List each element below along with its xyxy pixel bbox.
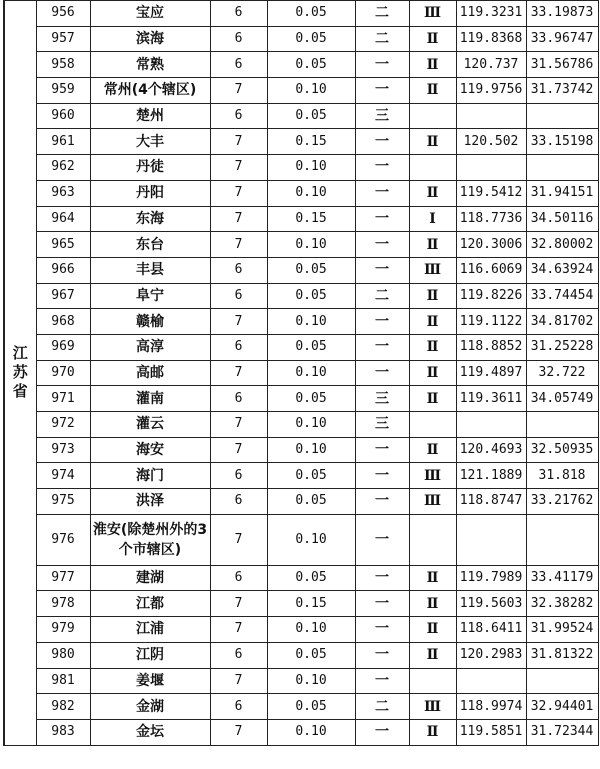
acceleration-cell: 0.10 [267, 78, 355, 104]
row-number-cell: 962 [36, 155, 90, 181]
design-group-cell: 二 [355, 283, 409, 309]
intensity-cell: 6 [210, 463, 267, 489]
design-group-cell: 一 [355, 257, 409, 283]
longitude-cell: 120.3006 [456, 232, 526, 258]
county-name-cell: 常州(4个辖区) [90, 78, 210, 104]
acceleration-cell: 0.15 [267, 206, 355, 232]
longitude-cell: 118.8852 [456, 334, 526, 360]
longitude-cell: 116.6069 [456, 257, 526, 283]
acceleration-cell: 0.10 [267, 668, 355, 694]
design-group-cell: 一 [355, 155, 409, 181]
county-name-cell: 江都 [90, 591, 210, 617]
latitude-cell: 31.72344 [526, 719, 598, 745]
design-group-cell: 二 [355, 26, 409, 52]
table-row [4, 257, 598, 283]
latitude-cell: 31.25228 [526, 334, 598, 360]
table-row [4, 283, 598, 309]
acceleration-cell: 0.10 [267, 719, 355, 745]
county-name-cell: 金坛 [90, 719, 210, 745]
row-number-cell: 976 [36, 514, 90, 565]
table-row [4, 694, 598, 720]
design-group-cell: 一 [355, 232, 409, 258]
latitude-cell [526, 412, 598, 438]
acceleration-cell: 0.05 [267, 26, 355, 52]
county-name-cell: 东台 [90, 232, 210, 258]
acceleration-cell: 0.05 [267, 334, 355, 360]
longitude-cell: 120.737 [456, 52, 526, 78]
design-group-cell: 一 [355, 565, 409, 591]
design-group-cell: 一 [355, 206, 409, 232]
latitude-cell: 33.74454 [526, 283, 598, 309]
longitude-cell [456, 412, 526, 438]
acceleration-cell: 0.10 [267, 180, 355, 206]
site-class-cell [409, 412, 456, 438]
site-class-cell: Ⅱ [409, 26, 456, 52]
longitude-cell: 119.1122 [456, 309, 526, 335]
acceleration-cell: 0.05 [267, 565, 355, 591]
county-name-cell: 滨海 [90, 26, 210, 52]
latitude-cell: 34.50116 [526, 206, 598, 232]
longitude-cell: 119.5412 [456, 180, 526, 206]
site-class-cell: Ⅱ [409, 52, 456, 78]
table-row [4, 642, 598, 668]
county-name-cell: 高淳 [90, 334, 210, 360]
design-group-cell: 一 [355, 719, 409, 745]
site-class-cell: Ⅱ [409, 78, 456, 104]
county-name-cell: 金湖 [90, 694, 210, 720]
acceleration-cell: 0.10 [267, 309, 355, 335]
intensity-cell: 7 [210, 155, 267, 181]
county-name-cell: 常熟 [90, 52, 210, 78]
document-page [3, 0, 597, 769]
county-name-cell: 海门 [90, 463, 210, 489]
longitude-cell: 120.502 [456, 129, 526, 155]
design-group-cell: 二 [355, 694, 409, 720]
site-class-cell: Ⅱ [409, 617, 456, 643]
intensity-cell: 7 [210, 617, 267, 643]
longitude-cell: 119.5603 [456, 591, 526, 617]
county-name-cell: 丰县 [90, 257, 210, 283]
table-row [4, 180, 598, 206]
county-name-cell: 丹徒 [90, 155, 210, 181]
latitude-cell [526, 155, 598, 181]
latitude-cell [526, 103, 598, 129]
table-row [4, 617, 598, 643]
table-row [4, 360, 598, 386]
latitude-cell: 31.81322 [526, 642, 598, 668]
county-name-cell: 江浦 [90, 617, 210, 643]
longitude-cell: 121.1889 [456, 463, 526, 489]
row-number-cell: 980 [36, 642, 90, 668]
design-group-cell: 一 [355, 180, 409, 206]
latitude-cell: 33.41179 [526, 565, 598, 591]
site-class-cell: Ⅲ [409, 463, 456, 489]
intensity-cell: 6 [210, 642, 267, 668]
table-body [4, 1, 598, 746]
acceleration-cell: 0.10 [267, 232, 355, 258]
row-number-cell: 959 [36, 78, 90, 104]
row-number-cell: 967 [36, 283, 90, 309]
county-name-cell: 丹阳 [90, 180, 210, 206]
longitude-cell: 118.9974 [456, 694, 526, 720]
latitude-cell: 31.73742 [526, 78, 598, 104]
row-number-cell: 958 [36, 52, 90, 78]
longitude-cell: 119.8368 [456, 26, 526, 52]
county-name-cell: 灌云 [90, 412, 210, 438]
site-class-cell: Ⅲ [409, 1, 456, 27]
design-group-cell: 一 [355, 514, 409, 565]
intensity-cell: 7 [210, 129, 267, 155]
longitude-cell: 119.9756 [456, 78, 526, 104]
acceleration-cell: 0.10 [267, 617, 355, 643]
table-row [4, 719, 598, 745]
county-name-cell: 灌南 [90, 386, 210, 412]
site-class-cell [409, 514, 456, 565]
longitude-cell: 119.8226 [456, 283, 526, 309]
design-group-cell: 一 [355, 463, 409, 489]
latitude-cell: 32.722 [526, 360, 598, 386]
table-row [4, 206, 598, 232]
intensity-cell: 6 [210, 489, 267, 515]
county-name-cell: 宝应 [90, 1, 210, 27]
site-class-cell [409, 155, 456, 181]
latitude-cell: 31.56786 [526, 52, 598, 78]
latitude-cell: 31.818 [526, 463, 598, 489]
site-class-cell: Ⅱ [409, 719, 456, 745]
longitude-cell: 118.7736 [456, 206, 526, 232]
intensity-cell: 6 [210, 386, 267, 412]
site-class-cell: Ⅱ [409, 591, 456, 617]
row-number-cell: 972 [36, 412, 90, 438]
table-row [4, 52, 598, 78]
latitude-cell: 31.94151 [526, 180, 598, 206]
design-group-cell: 二 [355, 1, 409, 27]
longitude-cell: 119.3231 [456, 1, 526, 27]
county-name-cell: 江阴 [90, 642, 210, 668]
row-number-cell: 973 [36, 437, 90, 463]
site-class-cell: Ⅱ [409, 129, 456, 155]
intensity-cell: 7 [210, 232, 267, 258]
intensity-cell: 7 [210, 591, 267, 617]
county-name-cell: 海安 [90, 437, 210, 463]
row-number-cell: 957 [36, 26, 90, 52]
latitude-cell: 32.80002 [526, 232, 598, 258]
longitude-cell: 119.4897 [456, 360, 526, 386]
row-number-cell: 971 [36, 386, 90, 412]
row-number-cell: 983 [36, 719, 90, 745]
site-class-cell: Ⅱ [409, 232, 456, 258]
table-row [4, 437, 598, 463]
site-class-cell: Ⅱ [409, 283, 456, 309]
design-group-cell: 一 [355, 591, 409, 617]
longitude-cell: 119.5851 [456, 719, 526, 745]
intensity-cell: 6 [210, 257, 267, 283]
table-row [4, 309, 598, 335]
table-row [4, 78, 598, 104]
site-class-cell [409, 668, 456, 694]
seismic-parameter-table [3, 0, 599, 746]
row-number-cell: 975 [36, 489, 90, 515]
county-name-cell: 姜堰 [90, 668, 210, 694]
site-class-cell: Ⅲ [409, 489, 456, 515]
site-class-cell: Ⅱ [409, 437, 456, 463]
intensity-cell: 7 [210, 206, 267, 232]
county-name-cell: 高邮 [90, 360, 210, 386]
longitude-cell: 118.6411 [456, 617, 526, 643]
longitude-cell: 119.7989 [456, 565, 526, 591]
latitude-cell: 34.05749 [526, 386, 598, 412]
site-class-cell: Ⅱ [409, 309, 456, 335]
design-group-cell: 一 [355, 617, 409, 643]
intensity-cell: 7 [210, 437, 267, 463]
table-row [4, 155, 598, 181]
county-name-cell: 洪泽 [90, 489, 210, 515]
intensity-cell: 7 [210, 514, 267, 565]
county-name-cell: 建湖 [90, 565, 210, 591]
county-name-cell: 东海 [90, 206, 210, 232]
design-group-cell: 一 [355, 668, 409, 694]
longitude-cell [456, 514, 526, 565]
intensity-cell: 7 [210, 412, 267, 438]
design-group-cell: 一 [355, 360, 409, 386]
design-group-cell: 一 [355, 437, 409, 463]
row-number-cell: 963 [36, 180, 90, 206]
row-number-cell: 960 [36, 103, 90, 129]
site-class-cell: Ⅱ [409, 360, 456, 386]
latitude-cell: 33.21762 [526, 489, 598, 515]
site-class-cell: Ⅰ [409, 206, 456, 232]
row-number-cell: 978 [36, 591, 90, 617]
design-group-cell: 一 [355, 489, 409, 515]
intensity-cell: 7 [210, 78, 267, 104]
acceleration-cell: 0.10 [267, 155, 355, 181]
row-number-cell: 961 [36, 129, 90, 155]
site-class-cell: Ⅲ [409, 694, 456, 720]
site-class-cell [409, 103, 456, 129]
design-group-cell: 一 [355, 309, 409, 335]
site-class-cell: Ⅱ [409, 180, 456, 206]
intensity-cell: 6 [210, 565, 267, 591]
latitude-cell: 32.38282 [526, 591, 598, 617]
design-group-cell: 一 [355, 129, 409, 155]
intensity-cell: 7 [210, 180, 267, 206]
county-name-cell: 阜宁 [90, 283, 210, 309]
table-row [4, 1, 598, 27]
acceleration-cell: 0.10 [267, 412, 355, 438]
table-row [4, 232, 598, 258]
intensity-cell: 6 [210, 26, 267, 52]
intensity-cell: 6 [210, 334, 267, 360]
intensity-cell: 6 [210, 52, 267, 78]
latitude-cell: 34.63924 [526, 257, 598, 283]
latitude-cell: 34.81702 [526, 309, 598, 335]
acceleration-cell: 0.05 [267, 283, 355, 309]
latitude-cell: 32.50935 [526, 437, 598, 463]
latitude-cell [526, 668, 598, 694]
acceleration-cell: 0.05 [267, 103, 355, 129]
county-name-cell: 赣榆 [90, 309, 210, 335]
county-name-cell: 楚州 [90, 103, 210, 129]
acceleration-cell: 0.05 [267, 1, 355, 27]
acceleration-cell: 0.10 [267, 360, 355, 386]
intensity-cell: 6 [210, 283, 267, 309]
latitude-cell: 33.19873 [526, 1, 598, 27]
site-class-cell: Ⅱ [409, 642, 456, 668]
province-label: 江苏省 [12, 344, 28, 401]
row-number-cell: 977 [36, 565, 90, 591]
province-cell [4, 1, 36, 746]
site-class-cell: Ⅲ [409, 257, 456, 283]
row-number-cell: 970 [36, 360, 90, 386]
latitude-cell: 33.15198 [526, 129, 598, 155]
row-number-cell: 964 [36, 206, 90, 232]
row-number-cell: 974 [36, 463, 90, 489]
table-row [4, 668, 598, 694]
table-row [4, 591, 598, 617]
latitude-cell: 31.99524 [526, 617, 598, 643]
row-number-cell: 981 [36, 668, 90, 694]
design-group-cell: 一 [355, 642, 409, 668]
county-name-cell: 淮安(除楚州外的3个市辖区) [90, 514, 210, 565]
table-row [4, 565, 598, 591]
row-number-cell: 968 [36, 309, 90, 335]
row-number-cell: 982 [36, 694, 90, 720]
acceleration-cell: 0.05 [267, 694, 355, 720]
intensity-cell: 6 [210, 1, 267, 27]
intensity-cell: 6 [210, 103, 267, 129]
intensity-cell: 7 [210, 719, 267, 745]
table-row [4, 463, 598, 489]
table-row [4, 514, 598, 565]
longitude-cell: 120.2983 [456, 642, 526, 668]
acceleration-cell: 0.05 [267, 257, 355, 283]
intensity-cell: 7 [210, 309, 267, 335]
table-row [4, 386, 598, 412]
row-number-cell: 965 [36, 232, 90, 258]
latitude-cell [526, 514, 598, 565]
intensity-cell: 7 [210, 360, 267, 386]
row-number-cell: 969 [36, 334, 90, 360]
longitude-cell [456, 668, 526, 694]
acceleration-cell: 0.10 [267, 437, 355, 463]
table-row [4, 103, 598, 129]
longitude-cell [456, 155, 526, 181]
row-number-cell: 979 [36, 617, 90, 643]
acceleration-cell: 0.05 [267, 489, 355, 515]
longitude-cell [456, 103, 526, 129]
design-group-cell: 一 [355, 52, 409, 78]
site-class-cell: Ⅱ [409, 565, 456, 591]
latitude-cell: 33.96747 [526, 26, 598, 52]
site-class-cell: Ⅱ [409, 386, 456, 412]
table-row [4, 489, 598, 515]
acceleration-cell: 0.10 [267, 514, 355, 565]
longitude-cell: 119.3611 [456, 386, 526, 412]
design-group-cell: 三 [355, 103, 409, 129]
intensity-cell: 7 [210, 668, 267, 694]
table-row [4, 412, 598, 438]
county-name-cell: 大丰 [90, 129, 210, 155]
intensity-cell: 6 [210, 694, 267, 720]
design-group-cell: 三 [355, 412, 409, 438]
acceleration-cell: 0.15 [267, 129, 355, 155]
row-number-cell: 956 [36, 1, 90, 27]
design-group-cell: 一 [355, 78, 409, 104]
table-row [4, 129, 598, 155]
acceleration-cell: 0.15 [267, 591, 355, 617]
design-group-cell: 一 [355, 334, 409, 360]
latitude-cell: 32.94401 [526, 694, 598, 720]
table-row [4, 26, 598, 52]
acceleration-cell: 0.05 [267, 52, 355, 78]
longitude-cell: 118.8747 [456, 489, 526, 515]
acceleration-cell: 0.05 [267, 642, 355, 668]
table-row [4, 334, 598, 360]
acceleration-cell: 0.05 [267, 386, 355, 412]
row-number-cell: 966 [36, 257, 90, 283]
site-class-cell: Ⅱ [409, 334, 456, 360]
longitude-cell: 120.4693 [456, 437, 526, 463]
acceleration-cell: 0.05 [267, 463, 355, 489]
design-group-cell: 三 [355, 386, 409, 412]
